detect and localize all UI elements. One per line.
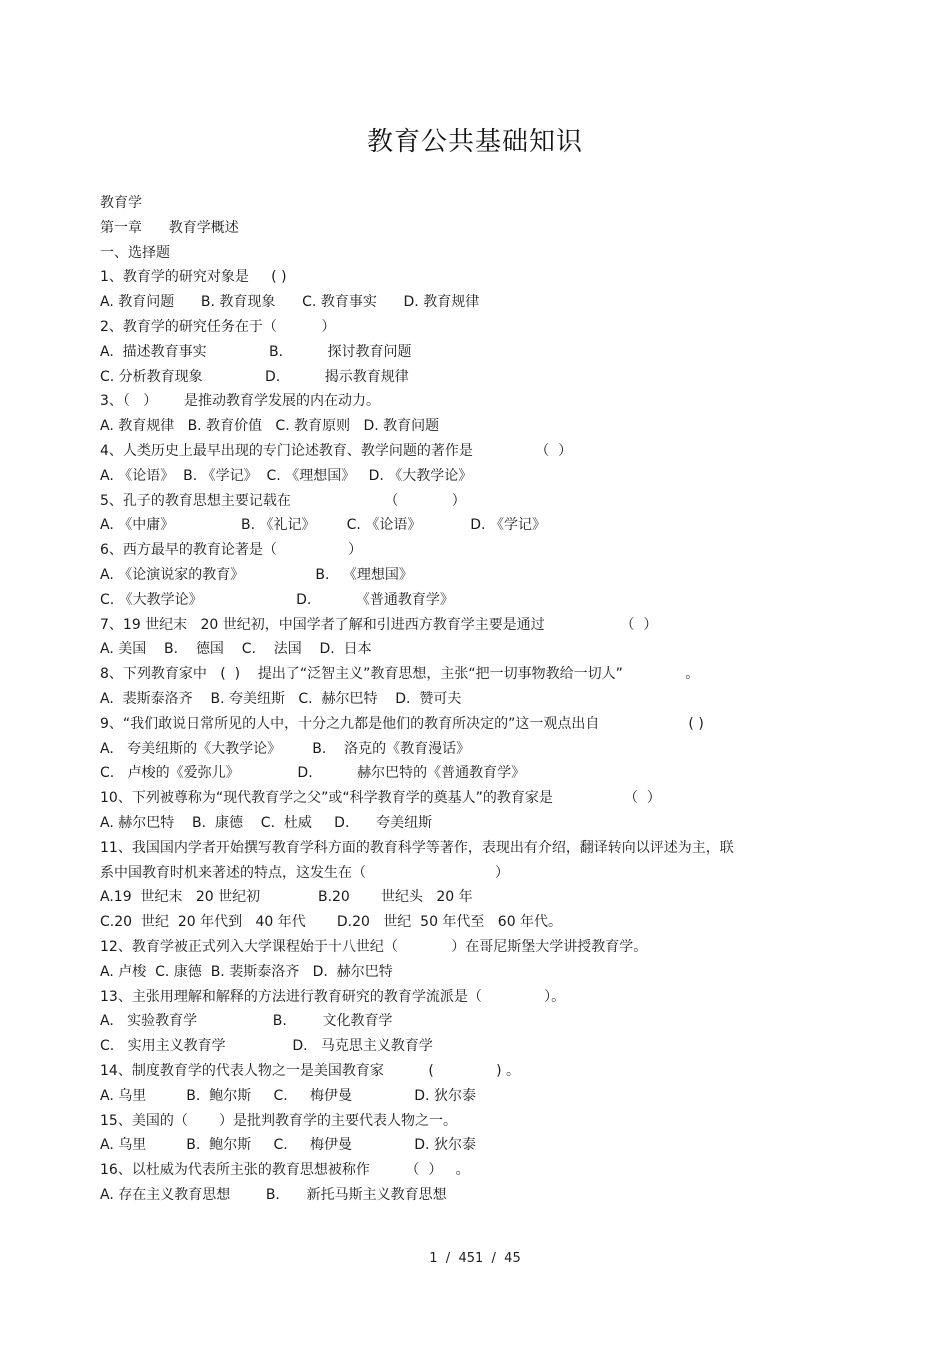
text-line: 3、（ ） 是推动教育学发展的内在动力。 xyxy=(100,393,380,410)
text-line: A. 《论演说家的教育》 B. 《理想国》 xyxy=(100,567,413,583)
text-line: C. 分析教育现象 D. 揭示教育规律 xyxy=(100,368,409,385)
text-line: 第一章 教育学概述 xyxy=(100,219,239,236)
text-line: A. 教育规律 B. 教育价值 C. 教育原则 D. 教育问题 xyxy=(100,418,440,435)
text-line: A. 实验教育学 B. 文化教育学 xyxy=(100,1013,393,1030)
text-line: 教育学 xyxy=(100,195,142,211)
text-line: 13、主张用理解和解释的方法进行教育研究的教育学流派是（ ）。 xyxy=(100,988,566,1005)
text-line: 10、下列被尊称为“现代教育学之父”或“科学教育学的奠基人”的教育家是 （ ） xyxy=(100,790,661,807)
text-line: C. 实用主义教育学 D. 马克思主义教育学 xyxy=(100,1038,433,1055)
text-line: A. 乌里 B. 鲍尔斯 C. 梅伊曼 D. 狄尔泰 xyxy=(100,1137,476,1154)
text-line: A. 美国 B. 德国 C. 法国 D. 日本 xyxy=(100,641,372,658)
text-line: A. 乌里 B. 鲍尔斯 C. 梅伊曼 D. 狄尔泰 xyxy=(100,1087,476,1104)
text-line: A. 赫尔巴特 B. 康德 C. 杜威 D. 夸美纽斯 xyxy=(100,815,433,831)
text-line: A. 描述教育事实 B. 探讨教育问题 xyxy=(100,343,412,360)
text-line: 12、教育学被正式列入大学课程始于十八世纪（ ）在哥尼斯堡大学讲授教育学。 xyxy=(100,939,648,955)
text-line: A. 卢梭 C. 康德 B. 裴斯泰洛齐 D. 赫尔巴特 xyxy=(100,963,393,980)
text-line: A. 存在主义教育思想 B. 新托马斯主义教育思想 xyxy=(100,1187,447,1203)
text-line: 系中国教育时机来著述的特点，这发生在（ ） xyxy=(100,864,510,881)
page-number-footer: 1 / 451 / 45 xyxy=(429,1251,521,1266)
text-line: 5、孔子的教育思想主要记载在 （ ） xyxy=(100,492,466,509)
text-line: 4、人类历史上最早出现的专门论述教育、教学问题的著作是 （ ） xyxy=(100,443,573,459)
text-line: 16、以杜威为代表所主张的教育思想被称作 （ ） 。 xyxy=(100,1162,470,1179)
text-line: C.20 世纪 20 年代到 40 年代 D.20 世纪 50 年代至 60 年代。 xyxy=(100,914,563,931)
text-line: A. 教育问题 B. 教育现象 C. 教育事实 D. 教育规律 xyxy=(100,294,480,311)
text-line: 1、教育学的研究对象是 ( ) xyxy=(100,269,287,286)
text-line: 2、教育学的研究任务在于（ ） xyxy=(100,319,336,335)
text-line: A.19 世纪末 20 世纪初 B.20 世纪头 20 年 xyxy=(100,889,473,906)
text-line: A. 裴斯泰洛齐 B. 夸美纽斯 C. 赫尔巴特 D. 赞可夫 xyxy=(100,691,462,707)
text-line: 9、“我们敢说日常所见的人中，十分之九都是他们的教育所决定的”这一观点出自 ( ) xyxy=(100,715,704,732)
text-line: 一、选择题 xyxy=(100,244,170,261)
page-title: 教育公共基础知识 xyxy=(366,127,583,157)
text-line: 6、西方最早的教育论著是（ ） xyxy=(100,542,363,559)
text-line: A. 《中庸》 B. 《礼记》 C. 《论语》 D. 《学记》 xyxy=(100,517,546,534)
text-line: 15、美国的（ ）是批判教育学的主要代表人物之一。 xyxy=(100,1112,457,1129)
text-line: 11、我国国内学者开始撰写教育学科方面的教育科学等著作，表现出有介绍，翻译转向以评述为主，联 xyxy=(100,839,734,856)
text-line: A. 《论语》 B. 《学记》 C. 《理想国》 D. 《大教学论》 xyxy=(100,467,473,484)
text-line: C. 《大教学论》 D. 《普通教育学》 xyxy=(100,591,454,608)
text-line: 7、19 世纪末 20 世纪初，中国学者了解和引进西方教育学主要是通过 （ ） xyxy=(100,616,658,633)
text-line: 14、制度教育学的代表人物之一是美国教育家 ( ) 。 xyxy=(100,1063,520,1079)
text-line: A. 夸美纽斯的《大教学论》 B. 洛克的《教育漫话》 xyxy=(100,740,471,757)
text-line: 8、下列教育家中 ( ) 提出了“泛智主义”教育思想，主张“把一切事物教给一切人” 。 xyxy=(100,666,700,683)
text-line: C. 卢梭的《爱弥儿》 D. 赫尔巴特的《普通教育学》 xyxy=(100,765,526,782)
